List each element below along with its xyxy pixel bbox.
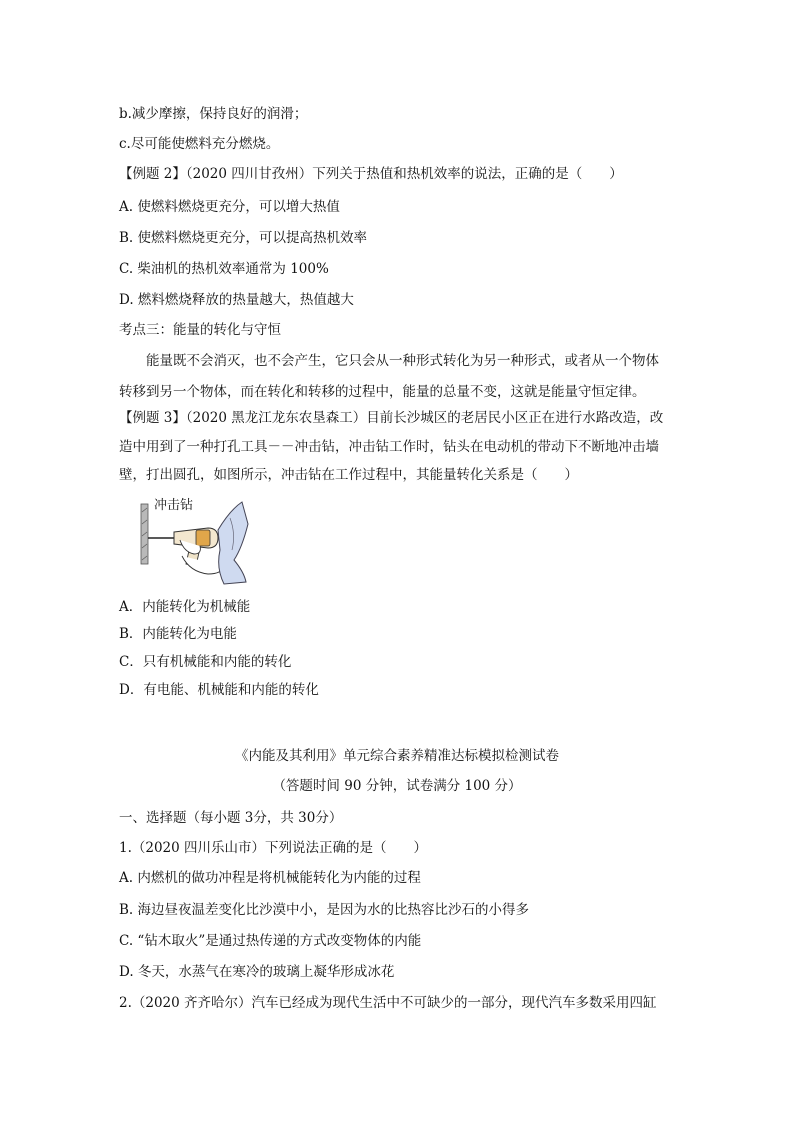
q1-stem: 1.（2020 四川乐山市）下列说法正确的是（ ） [119, 840, 428, 856]
example2-option-d: D. 燃料燃烧释放的热量越大，热值越大 [119, 292, 354, 308]
item-c: c.尽可能使燃料充分燃烧。 [119, 136, 280, 152]
example2-option-a: A. 使燃料燃烧更充分，可以增大热值 [119, 199, 340, 215]
conservation-line-2: 转移到另一个物体，而在转化和转移的过程中，能量的总量不变，这就是能量守恒定律。 [119, 384, 646, 400]
q1-option-d: D. 冬天，水蒸气在寒冷的玻璃上凝华形成冰花 [119, 964, 395, 980]
q1-option-c: C. “钻木取火”是通过热传递的方式改变物体的内能 [119, 933, 422, 949]
q2-stem: 2.（2020 齐齐哈尔）汽车已经成为现代生活中不可缺少的一部分，现代汽车多数采用四缸 [119, 995, 657, 1011]
example3-stem-line-3: 壁，打出圆孔，如图所示，冲击钻在工作过程中，其能量转化关系是（ ） [119, 467, 578, 483]
test-subtitle: （答题时间 90 分钟，试卷满分 100 分） [272, 778, 522, 794]
example3-stem-line-1: 【例题 3】（2020 黑龙江龙东农垦森工）目前长沙城区的老居民小区正在进行水路改造，改 [119, 410, 664, 426]
example2-stem: 【例题 2】（2020 四川甘孜州）下列关于热值和热机效率的说法，正确的是（ ） [119, 166, 623, 182]
example2-option-b: B. 使燃料燃烧更充分，可以提高热机效率 [119, 230, 368, 246]
part1-heading: 一、选择题（每小题 3分，共 30分） [119, 810, 343, 826]
conservation-line-1: 能量既不会消灭，也不会产生，它只会从一种形式转化为另一种形式，或者从一个物体 [146, 353, 659, 369]
impact-drill-figure [138, 494, 250, 590]
kaodian3-heading: 考点三：能量的转化与守恒 [119, 322, 281, 338]
test-title: 《内能及其利用》单元综合素养精准达标模拟检测试卷 [235, 748, 559, 764]
item-b: b.减少摩擦，保持良好的润滑； [119, 106, 308, 122]
q1-option-b: B. 海边昼夜温差变化比沙漠中小，是因为水的比热容比沙石的小得多 [119, 902, 530, 918]
example3-option-c: C．只有机械能和内能的转化 [119, 654, 292, 670]
figure-label: 冲击钻 [154, 498, 194, 513]
example2-option-c: C. 柴油机的热机效率通常为 100% [119, 261, 329, 277]
example3-stem-line-2: 造中用到了一种打孔工具－－冲击钻，冲击钻工作时，钻头在电动机的带动下不断地冲击墙 [119, 439, 659, 455]
example3-option-d: D．有电能、机械能和内能的转化 [119, 682, 319, 698]
example3-option-b: B．内能转化为电能 [119, 626, 237, 642]
q1-option-a: A. 内燃机的做功冲程是将机械能转化为内能的过程 [119, 870, 421, 886]
example3-option-a: A．内能转化为机械能 [119, 599, 251, 615]
